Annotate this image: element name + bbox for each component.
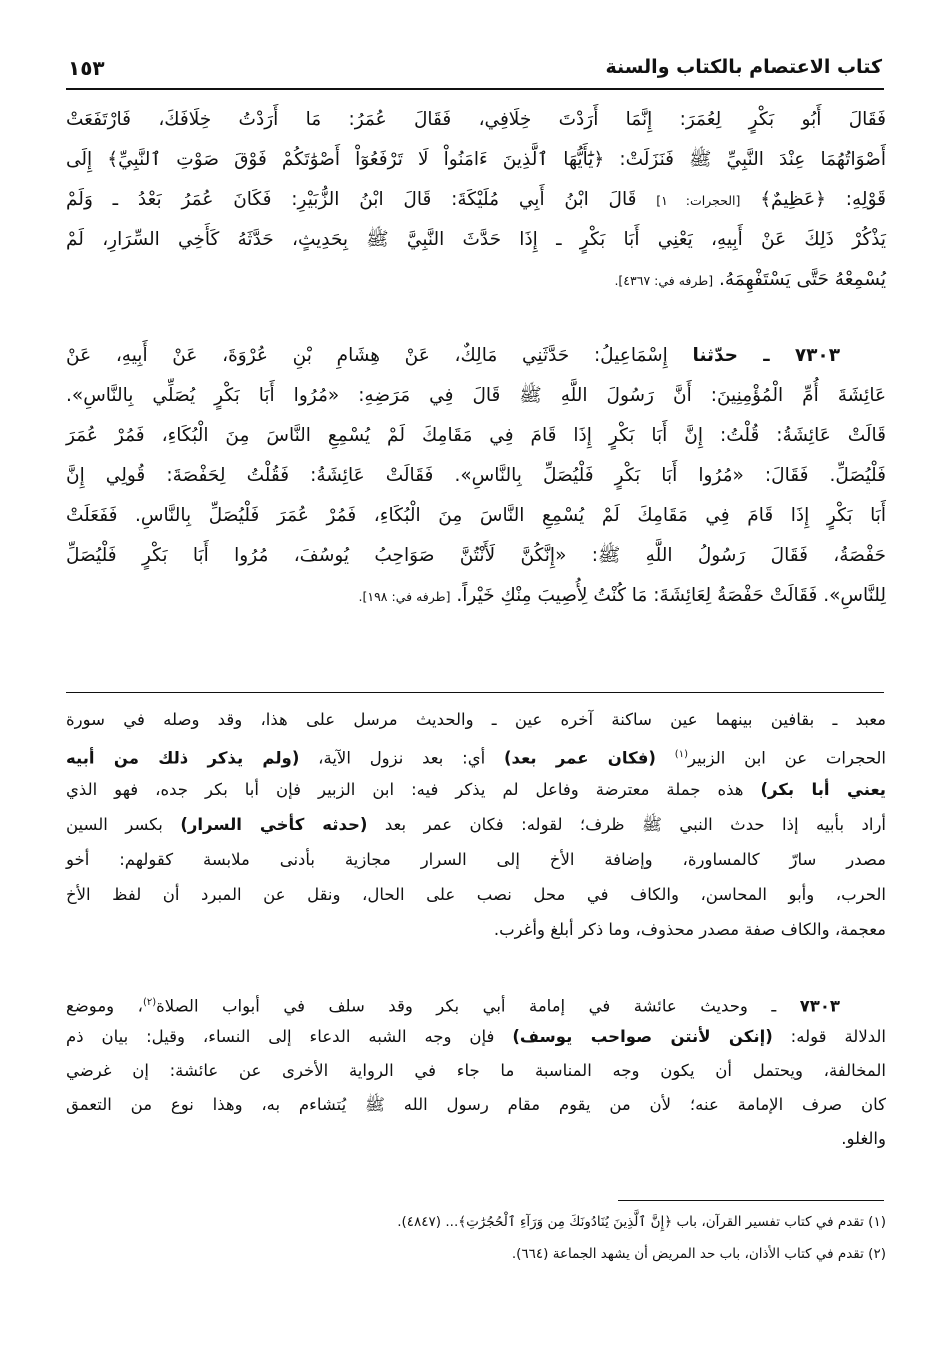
text-line — [66, 737, 886, 772]
text-line — [66, 536, 886, 576]
text-segment: أراد بأبيه إذا حدث النبي ﷺ ظرف؛ لقوله: فكان عمر بعد — [367, 815, 887, 834]
text-line — [66, 772, 886, 807]
text-segment: لِلنَّاسِ». فَقَالَتْ حَفْصَةُ لِعَائِشَةَ: مَا كُنْتُ لِأُصِيبَ مِنْكِ خَيْراً. — [450, 585, 886, 606]
footnotes — [66, 1206, 886, 1270]
footnote — [66, 1238, 886, 1270]
text-segment: قَوْلِهِ: ﴿عَظِيمٌ﴾ — [740, 189, 886, 210]
text-segment: فَقَالَ أَبُو بَكْرٍ لِعُمَرَ: إِنَّمَا أَرَدْتَ خِلَافِي، فَقَالَ عُمَرُ: مَا أَرَدْتُ خِلَافَكَ، فَارْتَفَعَتْ — [66, 109, 886, 130]
footnote-reference: (١) — [674, 749, 688, 760]
text-segment: الحرب، وأبو المحاسن، والكاف في محل نصب على الحال، ونقل عن المبرد أن لفظ الأخ — [66, 885, 886, 904]
text-line — [66, 807, 886, 842]
bold-phrase: ٧٣٠٣ — [799, 996, 840, 1016]
text-line — [66, 496, 886, 536]
text-segment: قَالَ ابْنُ أَبِي مُلَيْكَةَ: قَالَ ابْنُ الزُّبَيْرِ: فَكَانَ عُمَرُ بَعْدُ ـ وَلَمْ — [66, 189, 657, 210]
bold-phrase: (إنكن لأنتن صواحب يوسف) — [512, 1027, 773, 1046]
text-segment: (٢) تقدم في كتاب الأذان، باب حد المريض أن يشهد الجماعة (٦٦٤). — [511, 1246, 886, 1262]
text-line — [66, 220, 886, 260]
text-line — [66, 986, 886, 1020]
cross-reference: [طرفه في: ١٩٨]. — [358, 589, 451, 604]
bold-phrase: (ولم يذكر ذلك من أبيه — [66, 748, 300, 768]
text-segment: أَبَا بَكْرٍ إِذَا قَامَ فِي مَقَامِكَ لَمْ يُسْمِعِ النَّاسَ مِنَ الْبُكَاءِ، فَمُرْ عُمَرَ فَلْيُصَلِّ بِالنَّاسِ. فَفَعَلَتْ — [66, 505, 886, 526]
text-segment: فإن وجه الشبه الدعاء إلى النساء، وقيل: بيان ذم — [66, 1027, 513, 1046]
text-segment: أَصْوَاتُهُمَا عِنْدَ النَّبِيِّ ﷺ فَنَزَلَتْ: ﴿يَٰٓأَيُّهَا ٱلَّذِينَ ءَامَنُواْ لَا تَرْفَعُوٓاْ أَصْوَٰتَكُمْ فَوْقَ صَوْتِ ٱلنَّبِيِّ﴾ إِلَى — [66, 149, 886, 170]
text-line — [66, 100, 886, 140]
page-number: ١٥٣ — [68, 56, 105, 80]
bold-phrase: (فكان عمر بعد) — [504, 748, 656, 768]
text-segment: هذه جملة معترضة وفاعل لم يذكر فيه: ابن الزبير فإن أبا بكر جده، فهو الذي — [66, 780, 761, 799]
bold-phrase: (حدثه كأخي السرار) — [180, 815, 368, 834]
footnote-rule — [618, 1200, 884, 1201]
text-line — [66, 376, 886, 416]
text-line — [66, 416, 886, 456]
text-segment: عَائِشَةَ أُمِّ الْمُؤْمِنِينَ: أَنَّ رَسُولَ اللَّهِ ﷺ قَالَ فِي مَرَضِهِ: «مُرُوا أَبَا بَكْرٍ يُصَلِّي بِالنَّاسِ». — [66, 385, 886, 406]
bold-phrase: ٧٣٠٣ ـ حدّثنا — [692, 345, 840, 366]
text-segment: (١) تقدم في كتاب تفسير القرآن، باب ﴿إِنَّ ٱلَّذِينَ يُنَادُونَكَ مِن وَرَآءِ ٱلْحُجُرَٰتِ﴾... (٤٨٤٧). — [397, 1214, 886, 1230]
text-line — [66, 877, 886, 912]
text-line — [66, 842, 886, 877]
text-line — [66, 1122, 886, 1156]
text-segment: يَذْكُرْ ذَلِكَ عَنْ أَبِيهِ، يَعْنِي أَبَا بَكْرٍ ـ إِذَا حَدَّثَ النَّبِيَّ ﷺ بِحَدِيثٍ، حَدَّثَهُ كَأَخِي السِّرَارِ، لَمْ — [66, 229, 886, 250]
hadith-text-continued — [66, 100, 886, 300]
commentary-7303-paragraph — [66, 986, 886, 1156]
text-line — [66, 1054, 886, 1088]
commentary-paragraph — [66, 702, 886, 947]
text-line — [66, 702, 886, 737]
text-segment: المخالفة، ويحتمل أن يكون وجه المناسبة ما جاء في الرواية الأخرى عن عائشة: إن غرضي — [66, 1061, 886, 1080]
text-line — [66, 1020, 886, 1054]
text-segment — [656, 749, 675, 768]
text-line — [66, 140, 886, 180]
text-line — [66, 912, 886, 947]
text-line — [66, 456, 886, 496]
text-segment: فَلْيُصَلِّ. فَقَالَ: «مُرُوا أَبَا بَكْرٍ فَلْيُصَلِّ بِالنَّاسِ». فَقَالَتْ عَائِشَةُ: فَقُلْتُ لِحَفْصَةَ: قُولِي إِنَّ — [66, 465, 886, 486]
running-header — [68, 56, 882, 86]
header-rule — [66, 88, 884, 90]
text-line — [66, 180, 886, 220]
text-segment: ، وموضع — [66, 996, 143, 1016]
text-commentary-divider — [66, 692, 884, 693]
text-segment: كان صرف الإمامة عنه؛ لأن من يقوم مقام رسول الله ﷺ يُتشاءم به، وهذا نوع من التعمق — [66, 1095, 886, 1114]
text-segment: مصدر سارّ كالمساورة، وإضافة الأخ إلى السرار مجازية بأدنى ملابسة كقولهم: أخو — [66, 850, 886, 869]
footnote — [66, 1206, 886, 1238]
text-segment: يُسْمِعْهُ حَتَّى يَسْتَفْهِمَهُ. — [713, 269, 886, 290]
cross-reference: [طرفه في: ٤٣٦٧]. — [614, 273, 714, 288]
text-segment: قَالَتْ عَائِشَةُ: قُلْتُ: إِنَّ أَبَا بَكْرٍ إِذَا قَامَ فِي مَقَامِكَ لَمْ يُسْمِعِ النَّاسَ مِنَ الْبُكَاءِ، فَمُرْ عُمَرَ — [66, 425, 886, 446]
text-segment: معبد ـ بقافين بينهما عين ساكنة آخره عين ـ والحديث مرسل على هذا، وقد وصله في سورة — [66, 710, 886, 729]
text-segment: الدلالة قوله: — [772, 1027, 887, 1046]
cross-reference: [الحجرات: ١] — [656, 193, 741, 208]
footnote-reference: (٢) — [142, 997, 157, 1008]
text-line — [66, 1088, 886, 1122]
text-segment: الحجرات عن ابن الزبير — [687, 748, 887, 768]
text-line — [66, 260, 886, 300]
bold-phrase: يعني أبا بكر) — [760, 780, 886, 799]
text-segment: ـ وحديث عائشة في إمامة أبي بكر وقد سلف في أبواب الصلاة — [156, 996, 800, 1016]
text-line — [66, 576, 886, 616]
book-chapter-title: كتاب الاعتصام بالكتاب والسنة — [605, 56, 882, 78]
text-segment: والغلو. — [841, 1129, 886, 1148]
text-segment: بكسر السين — [66, 815, 181, 834]
text-segment: معجمة، والكاف صفة مصدر محذوف، وما ذكر أبلغ وأغرب. — [493, 920, 886, 939]
text-segment: إِسْمَاعِيلُ: حَدَّثَنِي مَالِكٌ، عَنْ هِشَامِ بْنِ عُرْوَةَ، عَنْ أَبِيهِ، عَنْ — [66, 345, 693, 366]
hadith-7303-text — [66, 336, 886, 616]
text-segment: حَفْصَةُ، فَقَالَ رَسُولُ اللَّهِ ﷺ: «إِنَّكُنَّ لَأَنْتُنَّ صَوَاحِبُ يُوسُفَ، مُرُوا أَبَا بَكْرٍ فَلْيُصَلِّ — [66, 545, 886, 566]
text-line — [66, 336, 886, 376]
text-segment: أي: بعد نزول الآية، — [299, 748, 504, 768]
